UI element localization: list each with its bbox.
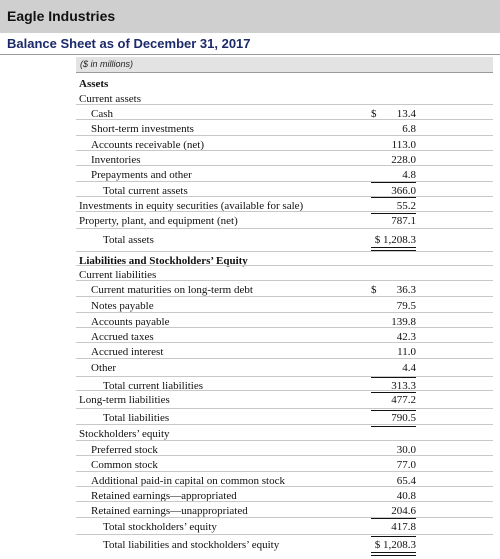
row-value: 113.0 [391,139,416,151]
row-divider [76,265,493,266]
row-divider [76,342,493,343]
grand-total-double-underline [371,247,416,251]
row-divider [76,390,493,391]
row-label: Short-term investments [91,123,194,135]
row-divider [76,408,493,409]
row-value: 139.8 [391,316,416,328]
row-value: 417.8 [391,521,416,533]
units-note: ($ in millions) [80,59,134,69]
row-label: Common stock [91,459,158,471]
row-label: Long-term liabilities [79,394,170,406]
currency-sign: $ [371,284,377,296]
row-label: Total current liabilities [103,380,204,392]
row-divider [76,424,493,425]
row-label: Liabilities and Stockholders’ Equity [79,255,248,267]
row-value: 30.0 [396,444,416,456]
row-divider [76,280,493,281]
row-label: Notes payable [91,300,154,312]
total-underline [371,213,416,214]
row-label: Accounts payable [91,316,170,328]
row-divider [76,376,493,377]
table-row [0,92,500,108]
row-value: 790.5 [391,412,416,424]
currency-sign: $ [371,108,377,120]
row-label: Additional paid-in capital on common stock [91,475,285,487]
table-row [0,315,500,331]
row-value: $ 1,208.3 [374,539,416,551]
row-divider [76,228,493,229]
row-value: 55.2 [396,200,416,212]
row-label: Current liabilities [79,269,157,281]
row-label: Assets [79,78,109,90]
row-divider [76,181,493,182]
table-row [0,199,500,215]
row-label: Retained earnings—appropriated [91,490,237,502]
row-value: 204.6 [391,505,416,517]
table-row [0,474,500,490]
row-value: 11.0 [397,346,416,358]
table-row [0,538,500,554]
units-band [76,57,493,73]
row-value: 4.8 [402,169,416,181]
row-value: 40.8 [396,490,416,502]
row-divider [76,486,493,487]
row-label: Accounts receivable (net) [91,139,204,151]
row-divider [76,440,493,441]
row-value: 42.3 [396,331,416,343]
row-value: 228.0 [391,154,416,166]
row-divider [76,327,493,328]
row-label: Current assets [79,93,142,105]
table-row [0,107,500,123]
row-value: 477.2 [391,394,416,406]
table-row [0,77,500,93]
row-label: Total assets [103,234,154,246]
row-value: 787.1 [391,215,416,227]
total-underline [371,518,416,519]
row-value: 79.5 [396,300,416,312]
row-label: Total liabilities and stockholders’ equity [103,539,280,551]
row-label: Inventories [91,154,141,166]
row-value: 65.4 [396,475,416,487]
row-label: Preferred stock [91,444,158,456]
row-divider [76,312,493,313]
row-label: Retained earnings—unappropriated [91,505,248,517]
grand-total-double-underline [371,552,416,556]
row-divider [76,119,493,120]
table-row [0,393,500,409]
table-row [0,138,500,154]
table-row [0,153,500,169]
row-value: 6.8 [402,123,416,135]
table-row [0,489,500,505]
row-label: Total liabilities [103,412,170,424]
row-divider [76,517,493,518]
row-label: Cash [91,108,113,120]
row-divider [76,135,493,136]
title-divider [0,54,500,55]
row-label: Property, plant, and equipment (net) [79,215,238,227]
table-row [0,443,500,459]
row-value: 77.0 [396,459,416,471]
row-value: 366.0 [391,185,416,197]
row-label: Total current assets [103,185,188,197]
total-underline [371,197,416,198]
row-divider [76,455,493,456]
row-value: 313.3 [391,380,416,392]
row-label: Accrued interest [91,346,164,358]
row-divider [76,296,493,297]
row-value: 4.4 [402,362,416,374]
total-underline [371,410,416,411]
row-value: $ 1,208.3 [374,234,416,246]
row-divider [76,471,493,472]
row-divider [76,104,493,105]
row-value: 36.3 [396,284,416,296]
table-row [0,361,500,377]
table-row [0,330,500,346]
row-divider [76,196,493,197]
statement-title: Balance Sheet as of December 31, 2017 [7,36,251,51]
row-value: 13.4 [396,108,416,120]
company-name: Eagle Industries [7,8,116,24]
row-divider [76,251,493,252]
row-divider [76,165,493,166]
row-label: Current maturities on long-term debt [91,284,253,296]
row-label: Investments in equity securities (available for sale) [79,200,304,212]
total-underline [371,426,416,427]
row-label: Prepayments and other [91,169,192,181]
row-divider [76,150,493,151]
row-label: Other [91,362,117,374]
total-underline [371,377,416,378]
table-row [0,233,500,249]
row-label: Stockholders’ equity [79,428,170,440]
table-row [0,184,500,200]
row-divider [76,501,493,502]
total-underline [371,182,416,183]
total-underline [371,536,416,537]
total-underline [371,392,416,393]
table-row [0,268,500,284]
row-divider [76,358,493,359]
row-label: Total stockholders’ equity [103,521,217,533]
row-label: Accrued taxes [91,331,154,343]
row-divider [76,534,493,535]
row-divider [76,211,493,212]
